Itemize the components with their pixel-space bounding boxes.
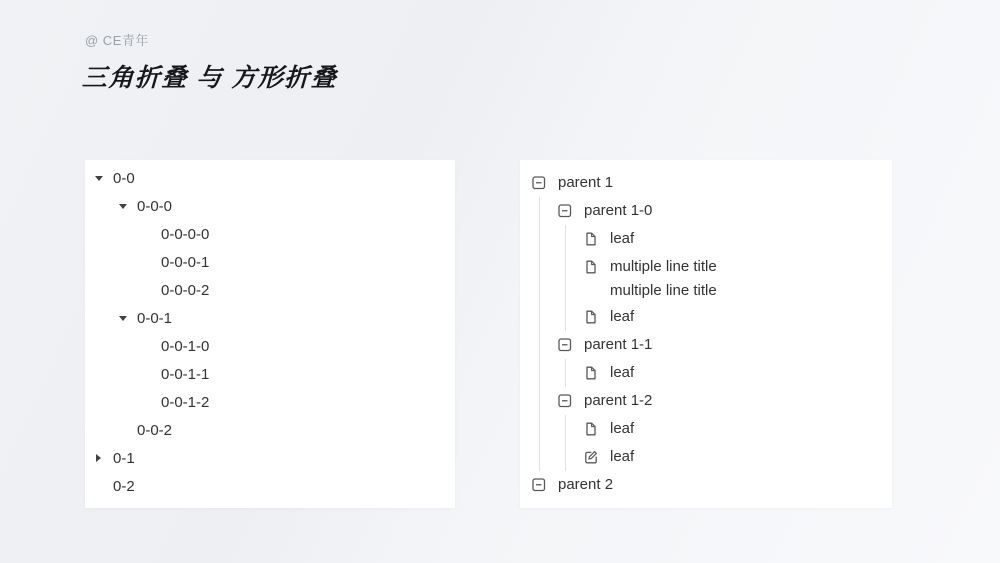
triangle-tree-panel xyxy=(85,160,455,508)
tree-node-label[interactable]: 0-2 xyxy=(113,477,135,495)
tree-node xyxy=(558,197,892,331)
caret-placeholder xyxy=(141,220,161,248)
tree-node xyxy=(93,220,455,248)
minus-square-icon[interactable] xyxy=(558,197,572,225)
caret-placeholder xyxy=(93,472,113,500)
tree-node-label[interactable]: 0-0-1-1 xyxy=(161,365,210,383)
tree-node-label[interactable]: leaf xyxy=(610,308,635,325)
tree-node-label[interactable]: parent 2 xyxy=(558,476,614,493)
tree-children-group xyxy=(565,225,892,331)
tree-node xyxy=(93,416,455,444)
minus-square-icon[interactable] xyxy=(558,331,572,359)
tree-children-group xyxy=(565,415,892,471)
tree-node xyxy=(93,192,455,220)
tree-node xyxy=(93,360,455,388)
tree-node xyxy=(584,415,892,443)
triangle-tree xyxy=(85,160,455,500)
tree-node xyxy=(584,225,892,253)
tree-node xyxy=(532,169,892,471)
file-icon xyxy=(584,225,598,253)
tree-node xyxy=(93,332,455,360)
tree-node-label[interactable]: parent 1-0 xyxy=(584,202,653,219)
tree-node xyxy=(93,444,455,472)
caret-placeholder xyxy=(141,388,161,416)
page-title: 三角折叠 与 方形折叠 xyxy=(81,64,338,92)
file-icon xyxy=(584,359,598,387)
author-watermark: @ CE青年 xyxy=(85,33,149,48)
caret-placeholder xyxy=(141,360,161,388)
tree-node-label[interactable]: 0-0-0 xyxy=(137,197,173,215)
tree-node-label[interactable]: 0-0-1-2 xyxy=(161,393,210,411)
tree-node-label[interactable]: leaf xyxy=(610,420,635,437)
minus-square-icon[interactable] xyxy=(532,169,546,197)
caret-down-icon[interactable] xyxy=(117,304,137,332)
tree-node-label[interactable]: 0-0-0-1 xyxy=(161,253,210,271)
tree-node xyxy=(93,388,455,416)
caret-down-icon[interactable] xyxy=(117,192,137,220)
file-icon xyxy=(584,303,598,331)
tree-node xyxy=(558,331,892,387)
tree-node xyxy=(93,472,455,500)
tree-node xyxy=(93,276,455,304)
tree-node-label[interactable]: 0-0-2 xyxy=(137,421,173,439)
tree-node-label[interactable]: leaf xyxy=(610,448,635,465)
tree-node xyxy=(93,164,455,192)
tree-node-label[interactable]: 0-0 xyxy=(113,169,135,187)
caret-placeholder xyxy=(117,416,137,444)
tree-node-label[interactable]: leaf xyxy=(610,230,635,247)
tree-node xyxy=(584,359,892,387)
caret-down-icon[interactable] xyxy=(93,164,113,192)
tree-node xyxy=(93,304,455,332)
caret-right-icon[interactable] xyxy=(93,444,113,472)
caret-placeholder xyxy=(141,276,161,304)
tree-node-label[interactable]: parent 1-1 xyxy=(584,336,653,353)
caret-placeholder xyxy=(141,332,161,360)
minus-square-icon[interactable] xyxy=(532,471,546,499)
tree-node-label[interactable]: 0-1 xyxy=(113,449,135,467)
tree-node-label[interactable]: 0-0-1-0 xyxy=(161,337,210,355)
tree-node xyxy=(558,387,892,471)
tree-node xyxy=(532,471,892,499)
tree-node xyxy=(584,443,892,471)
tree-children-group xyxy=(565,359,892,387)
tree-node-label[interactable]: parent 1 xyxy=(558,174,614,191)
tree-node-label[interactable]: 0-0-0-2 xyxy=(161,281,210,299)
tree-node-label: multiple line title xyxy=(610,258,717,275)
caret-placeholder xyxy=(141,248,161,276)
tree-children-group xyxy=(539,197,892,471)
edit-icon xyxy=(584,443,598,471)
tree-node-label-line2: multiple line title xyxy=(610,282,717,299)
tree-node xyxy=(584,303,892,331)
tree-node xyxy=(584,253,892,303)
square-tree-panel xyxy=(520,160,892,508)
tree-node-label-multiline[interactable] xyxy=(610,253,717,303)
minus-square-icon[interactable] xyxy=(558,387,572,415)
tree-node-label[interactable]: leaf xyxy=(610,364,635,381)
tree-node xyxy=(93,248,455,276)
file-icon xyxy=(584,253,598,281)
square-tree xyxy=(520,160,892,499)
file-icon xyxy=(584,415,598,443)
tree-node-label[interactable]: 0-0-0-0 xyxy=(161,225,210,243)
tree-node-label[interactable]: parent 1-2 xyxy=(584,392,653,409)
tree-node-label[interactable]: 0-0-1 xyxy=(137,309,173,327)
